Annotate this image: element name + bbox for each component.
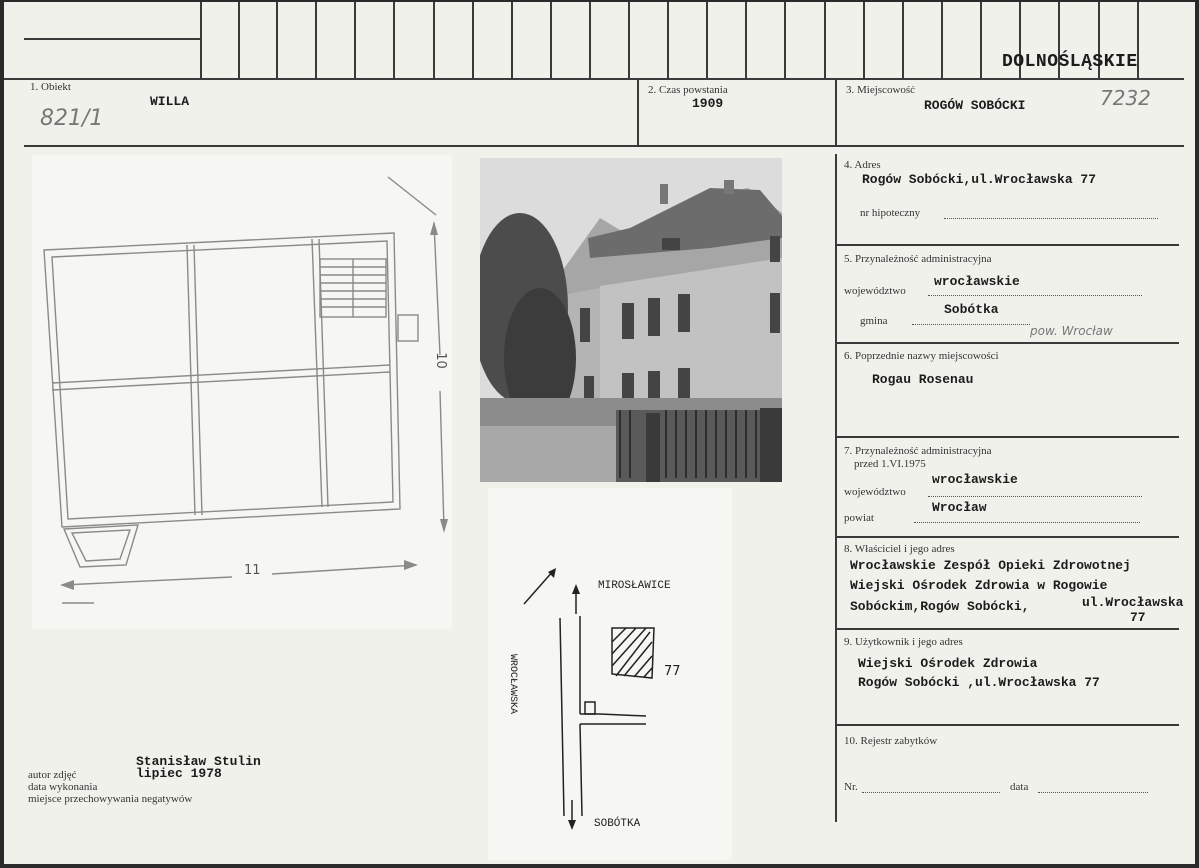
author-name: Stanisław Stulin xyxy=(136,754,261,769)
row8-rule xyxy=(837,628,1179,630)
map-street-label: WROCŁAWSKA xyxy=(507,654,518,715)
admin-przed-powiat-label: powiat xyxy=(844,512,874,524)
admin-gmina-note: pow. Wrocław xyxy=(1030,324,1113,338)
admin-wojewodztwo-field xyxy=(928,295,1142,296)
obiekt-value: WILLA xyxy=(150,94,190,109)
obiekt-handwritten-number: 821/1 xyxy=(40,106,104,131)
miejscowosc-handwritten-number: 7232 xyxy=(1100,86,1151,110)
region-header: DOLNOŚLĄSKIE xyxy=(1002,52,1138,72)
rejestr-nr-label: Nr. xyxy=(844,781,858,793)
floor-plan-drawing xyxy=(32,155,452,629)
author-label: autor zdjęć xyxy=(28,769,77,781)
hipoteczny-field xyxy=(944,218,1158,219)
admin-przed-wojewodztwo-value: wrocławskie xyxy=(932,472,1018,487)
row9-rule xyxy=(837,724,1179,726)
map-house-number: 77 xyxy=(664,664,681,679)
plan-dim-horizontal: 11 xyxy=(244,563,261,578)
row1-bottom-rule xyxy=(24,145,1184,147)
row4-rule xyxy=(837,244,1179,246)
wlasciciel-street: ul.Wrocławska xyxy=(1082,595,1184,610)
rejestr-data-field xyxy=(1038,792,1148,793)
adres-value: Rogów Sobócki,ul.Wrocławska 77 xyxy=(862,172,1097,187)
rejestr-data-label: data xyxy=(1010,781,1029,793)
admin-przed-powiat-field xyxy=(914,522,1140,523)
location-map xyxy=(488,488,732,860)
map-south-label: SOBÓTKA xyxy=(594,818,641,830)
top-left-rule xyxy=(24,38,200,40)
row5-rule xyxy=(837,342,1179,344)
wlasciciel-number: 77 xyxy=(1130,610,1146,625)
villa-photo-image xyxy=(480,158,782,482)
czas-value: 1909 xyxy=(692,96,724,111)
uzytkownik-line-2: Rogów Sobócki ,ul.Wrocławska 77 xyxy=(858,675,1100,690)
adres-label: 4. Adres xyxy=(844,159,881,171)
admin-przed-label: 7. Przynależność administracyjna xyxy=(844,445,992,457)
negatives-label: miejsce przechowywania negatywów xyxy=(28,793,193,805)
miejscowosc-label: 3. Miejscowość xyxy=(846,84,916,96)
row6-rule xyxy=(837,436,1179,438)
floor-plan-panel xyxy=(32,155,452,629)
admin-wojewodztwo-value: wrocławskie xyxy=(934,274,1020,289)
admin-gmina-label: gmina xyxy=(860,315,888,327)
poprzednie-value: Rogau Rosenau xyxy=(872,372,974,387)
rejestr-label: 10. Rejestr zabytków xyxy=(844,735,938,747)
miejscowosc-value: ROGÓW SOBÓCKI xyxy=(924,98,1026,113)
uzytkownik-label: 9. Użytkownik i jego adres xyxy=(844,636,963,648)
right-column-rule xyxy=(835,154,837,822)
row1-divider-1 xyxy=(637,78,639,146)
header-rule xyxy=(4,78,1184,80)
wlasciciel-label: 8. Właściciel i jego adres xyxy=(844,543,955,555)
map-north-label: MIROSŁAWICE xyxy=(598,580,671,592)
admin-przed-wojewodztwo-label: województwo xyxy=(844,486,906,498)
czas-label: 2. Czas powstania xyxy=(648,84,728,96)
wlasciciel-line-2: Wiejski Ośrodek Zdrowia w Rogowie xyxy=(850,578,1108,593)
admin-gmina-value: Sobótka xyxy=(944,302,999,317)
admin-przed-powiat-value: Wrocław xyxy=(932,500,987,515)
location-map-drawing xyxy=(488,488,732,860)
obiekt-label: 1. Obiekt xyxy=(30,81,71,93)
plan-dim-vertical: 10 xyxy=(432,352,448,369)
villa-photo xyxy=(480,158,782,482)
inventory-card xyxy=(4,2,1195,864)
wlasciciel-line-1: Wrocławskie Zespół Opieki Zdrowotnej xyxy=(850,558,1131,573)
admin-wojewodztwo-label: województwo xyxy=(844,285,906,297)
hipoteczny-label: nr hipoteczny xyxy=(860,207,921,219)
rejestr-nr-field xyxy=(862,792,1000,793)
admin-gmina-field xyxy=(912,324,1030,325)
admin-label: 5. Przynależność administracyjna xyxy=(844,253,992,265)
date-label: data wykonania xyxy=(28,781,98,793)
uzytkownik-line-1: Wiejski Ośrodek Zdrowia xyxy=(858,656,1038,671)
admin-przed-sub-label: przed 1.VI.1975 xyxy=(854,458,926,470)
wlasciciel-line-3: Sobóckim,Rogów Sobócki, xyxy=(850,599,1030,614)
admin-przed-wojewodztwo-field xyxy=(928,496,1142,497)
row7-rule xyxy=(837,536,1179,538)
author-date: lipiec 1978 xyxy=(136,766,222,781)
poprzednie-label: 6. Poprzednie nazwy miejscowości xyxy=(844,350,999,362)
row1-divider-2 xyxy=(835,78,837,146)
